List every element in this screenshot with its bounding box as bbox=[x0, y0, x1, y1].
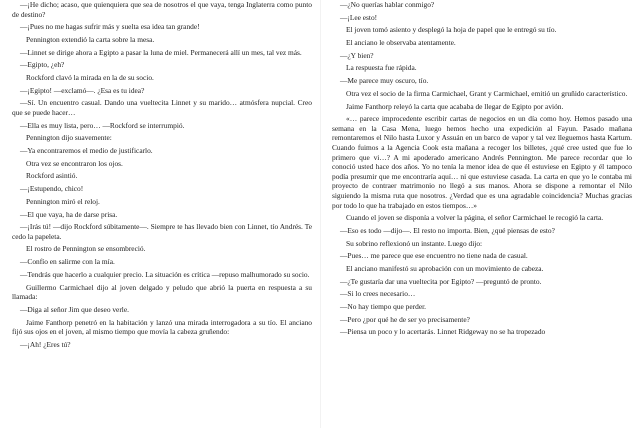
right-paragraph: —¿Te gustaría dar una vueltecita por Egipto? —preguntó de pronto. bbox=[340, 276, 542, 286]
quoted-letter: «… parece improcedente escribir cartas de negocios en un día como hoy. Hemos pasado una semana en la Casa Mena, luego hemos hecho una expedición al Fayun. Pasado mañana remontaremos el Nilo hasta Luxor y Assuán en un barco de vapor y tal vez lleguemos hasta Kartum. Cuando fuimos a la Agencia Cook esta mañana a recoger los billetes, ¿qué cree usted que fue lo primero que vi…? A mi apoderado americano Andrés Pennington. Me parece recordar que lo conoció usted hace dos años. Yo no tenía la menor idea de que él estuviese en Egipto y él tampoco podía presumir que me encontraría aquí… ni que estuviese casada. La carta en que yo le contaba mi proyecto de contraer matrimonio no llegó a sus manos. Ahora se dispone a remontar el Nilo siguiendo la misma ruta que nosotros. ¿Verdad que es una agradable coincidencia? Muchas gracias por todo lo que ha trabajado en estos tiempos…» bbox=[332, 114, 632, 210]
left-paragraph: —¡Ah! ¿Eres tú? bbox=[20, 339, 71, 349]
left-paragraph: Guillermo Carmichael dijo al joven delgado y peludo que abrió la puerta en respuesta a su llamada: bbox=[12, 282, 312, 302]
left-paragraph: —Tendrás que hacerlo a cualquier precio. La situación es crítica —repuso malhumorado su socio. bbox=[20, 269, 310, 279]
right-paragraph: —Si lo crees necesario… bbox=[340, 289, 416, 299]
right-paragraph: —Piensa un poco y lo acertarás. Linnet Ridgeway no se ha tropezado bbox=[340, 327, 546, 337]
left-paragraph: —¡Pues no me hagas sufrir más y suelta esa idea tan grande! bbox=[20, 22, 200, 32]
left-paragraph: —El que vaya, ha de darse prisa. bbox=[20, 209, 118, 219]
left-paragraph: Pennington dijo suavemente: bbox=[26, 133, 112, 143]
left-paragraph: —Egipto, ¿eh? bbox=[20, 60, 65, 70]
left-paragraph: —Linnet se dirige ahora a Egipto a pasar la luna de miel. Permanecerá allí un mes, tal vez más. bbox=[20, 47, 302, 57]
left-paragraph: El rostro de Pennington se ensombreció. bbox=[26, 244, 146, 254]
right-paragraph: El anciano le observaba atentamente. bbox=[346, 38, 456, 48]
page-gutter bbox=[320, 0, 321, 428]
right-paragraph: —¿No querías hablar conmigo? bbox=[340, 0, 435, 9]
right-paragraph: Otra vez el socio de la firma Carmichael, Grant y Carmichael, emitió un gruñido característico. bbox=[346, 88, 628, 98]
right-paragraph: —Eso es todo —dijo—. El resto no importa. Bien, ¿qué piensas de esto? bbox=[340, 225, 555, 235]
right-paragraph: —¡Lee esto! bbox=[340, 12, 378, 22]
left-paragraph: Otra vez se encontraron los ojos. bbox=[26, 158, 123, 168]
right-paragraph: —Pues… me parece que ese encuentro no tiene nada de casual. bbox=[340, 251, 528, 261]
left-paragraph: —Confío en salirme con la mía. bbox=[20, 257, 115, 267]
left-paragraph: Pennington miró el reloj. bbox=[26, 196, 100, 206]
right-paragraph: —Me parece muy oscuro, tío. bbox=[340, 76, 429, 86]
left-paragraph: —Ya encontraremos el medio de justificarlo. bbox=[20, 146, 153, 156]
left-paragraph: —Sí. Un encuentro casual. Dando una vueltecita Linnet y su marido… atmósfera nupcial. Creo que se puede hacer… bbox=[12, 98, 312, 117]
left-paragraph: Rockford asintió. bbox=[26, 171, 78, 181]
left-paragraph: Rockford clavó la mirada en la de su socio. bbox=[26, 73, 154, 83]
left-paragraph: Jaime Fanthorp penetró en la habitación y lanzó una mirada interrogadora a su tío. El anciano fijó sus ojos en el joven, al mismo tiempo que movía la cabeza gruñendo: bbox=[12, 317, 312, 337]
right-paragraph: La respuesta fue rápida. bbox=[346, 63, 417, 73]
left-page bbox=[12, 0, 312, 428]
left-paragraph: —Ella es muy lista, pero… —Rockford se interrumpió. bbox=[20, 120, 185, 130]
right-paragraph: Su sobrino reflexionó un instante. Luego dijo: bbox=[346, 238, 483, 248]
right-paragraph: —Pero ¿por qué he de ser yo precisamente? bbox=[340, 314, 470, 324]
left-paragraph: Pennington extendió la carta sobre la mesa. bbox=[26, 34, 155, 44]
right-paragraph: El joven tomó asiento y desplegó la hoja de papel que le entregó su tío. bbox=[346, 25, 557, 35]
right-paragraph: Cuando el joven se disponía a volver la página, el señor Carmichael le recogió la carta. bbox=[346, 213, 604, 223]
left-paragraph: —¡He dicho; acaso, que quienquiera que sea de nosotros el que vaya, tenga Inglaterra como punto de destino? bbox=[12, 0, 312, 19]
right-paragraph: El anciano manifestó su aprobación con un movimiento de cabeza. bbox=[346, 263, 544, 273]
right-paragraph: —¿Y bien? bbox=[340, 50, 374, 60]
left-paragraph: —¡Irás tú! —dijo Rockford súbitamente—. Siempre te has llevado bien con Linnet, tío Andrés. Te cedo la papeleta. bbox=[12, 222, 312, 241]
right-paragraph: Jaime Fanthorp releyó la carta que acababa de llegar de Egipto por avión. bbox=[346, 101, 564, 111]
left-paragraph: —¡Estupendo, chico! bbox=[20, 184, 84, 194]
left-paragraph: —¡Egipto! —exclamó—. ¿Esa es tu idea? bbox=[20, 85, 145, 95]
right-page bbox=[332, 0, 632, 428]
right-paragraph: —No hay tiempo que perder. bbox=[340, 302, 426, 312]
left-paragraph: —Diga al señor Jim que deseo verle. bbox=[20, 304, 129, 314]
